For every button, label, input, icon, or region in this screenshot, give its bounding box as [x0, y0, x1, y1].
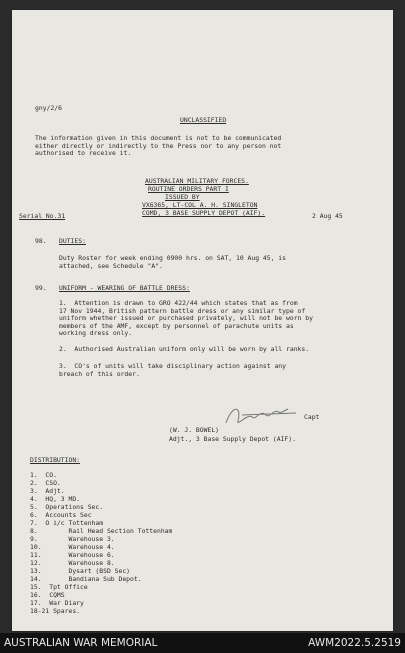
distribution-heading: DISTRIBUTION:	[30, 456, 81, 464]
item-paragraph: 1. Attention is drawn to GRO 422/44 which states that as from 17 Nov 1944, British pattern battle dress or any similar type of uniform whether issued or purchased privately, will not be worn by members of the AMF, except by personnel of parachute units as working dress only.	[59, 299, 313, 338]
list-item: 10. Warehouse 4.	[30, 543, 115, 551]
header-line: ISSUED BY	[165, 193, 200, 201]
list-item: 3. Adjt.	[30, 487, 65, 495]
list-item: 2. CSO.	[30, 479, 61, 487]
header-line: VX6365, LT-COL A. H. SINGLETON	[142, 201, 258, 209]
list-item: 15. Tpt Office	[30, 583, 88, 591]
item-title: DUTIES:	[59, 237, 86, 245]
document-page	[12, 10, 393, 631]
footer-institution: AUSTRALIAN WAR MEMORIAL	[4, 637, 158, 649]
item-paragraph: Duty Roster for week ending 0900 hrs. on SAT, 10 Aug 45, is attached, see Schedule "A".	[59, 254, 287, 270]
header-line: COMD, 3 BASE SUPPLY DEPOT (AIF).	[142, 209, 266, 217]
list-item: 5. Operations Sec.	[30, 503, 104, 511]
list-item: 14. Bandiana Sub Depot.	[30, 575, 142, 583]
archive-footer	[0, 633, 405, 653]
header-line: AUSTRALIAN MILITARY FORCES.	[145, 177, 249, 185]
signatory-rank: Capt	[304, 413, 320, 421]
list-item: 7. O i/c Tottenham	[30, 519, 104, 527]
list-item: 1. CO.	[30, 471, 57, 479]
signatory-name: (W. J. BOWEL)	[169, 426, 220, 434]
order-date: 2 Aug 45	[312, 212, 343, 220]
list-item: 11. Warehouse 6.	[30, 551, 115, 559]
classification: UNCLASSIFIED	[180, 116, 227, 124]
list-item: 12. Warehouse 8.	[30, 559, 115, 567]
list-item: 6. Accounts Sec	[30, 511, 92, 519]
footer-accession-number: AWM2022.5.2519	[308, 637, 401, 649]
item-title: UNIFORM - WEARING OF BATTLE DRESS:	[59, 284, 190, 292]
signatory-title: Adjt., 3 Base Supply Depot (AIF).	[169, 435, 296, 443]
list-item: 4. HQ, 3 MD.	[30, 495, 81, 503]
list-item: 8. Rail Head Section Tottenham	[30, 527, 173, 535]
list-item: 16. CQMS	[30, 591, 65, 599]
list-item: 17. War Diary	[30, 599, 84, 607]
handwritten-signature	[218, 401, 304, 431]
item-number: 98.	[35, 237, 47, 245]
list-item: 13. Dysart (BSD Sec)	[30, 567, 131, 575]
item-paragraph: 3. CO's of units will take disciplinary action against any breach of this order.	[59, 362, 287, 378]
header-line: ROUTINE ORDERS PART I	[148, 185, 229, 193]
item-paragraph: 2. Authorised Australian uniform only will be worn by all ranks.	[59, 345, 310, 353]
doc-reference: gny/2/6	[35, 104, 62, 112]
list-item: 9. Warehouse 3.	[30, 535, 115, 543]
item-number: 99.	[35, 284, 47, 292]
serial-number: Serial No.31	[19, 212, 66, 220]
list-item: 18-21 Spares.	[30, 607, 81, 615]
notice-text: The information given in this document is not to be communicated either directly or indirectly to the Press nor to any person not authorised to receive it.	[35, 134, 282, 158]
